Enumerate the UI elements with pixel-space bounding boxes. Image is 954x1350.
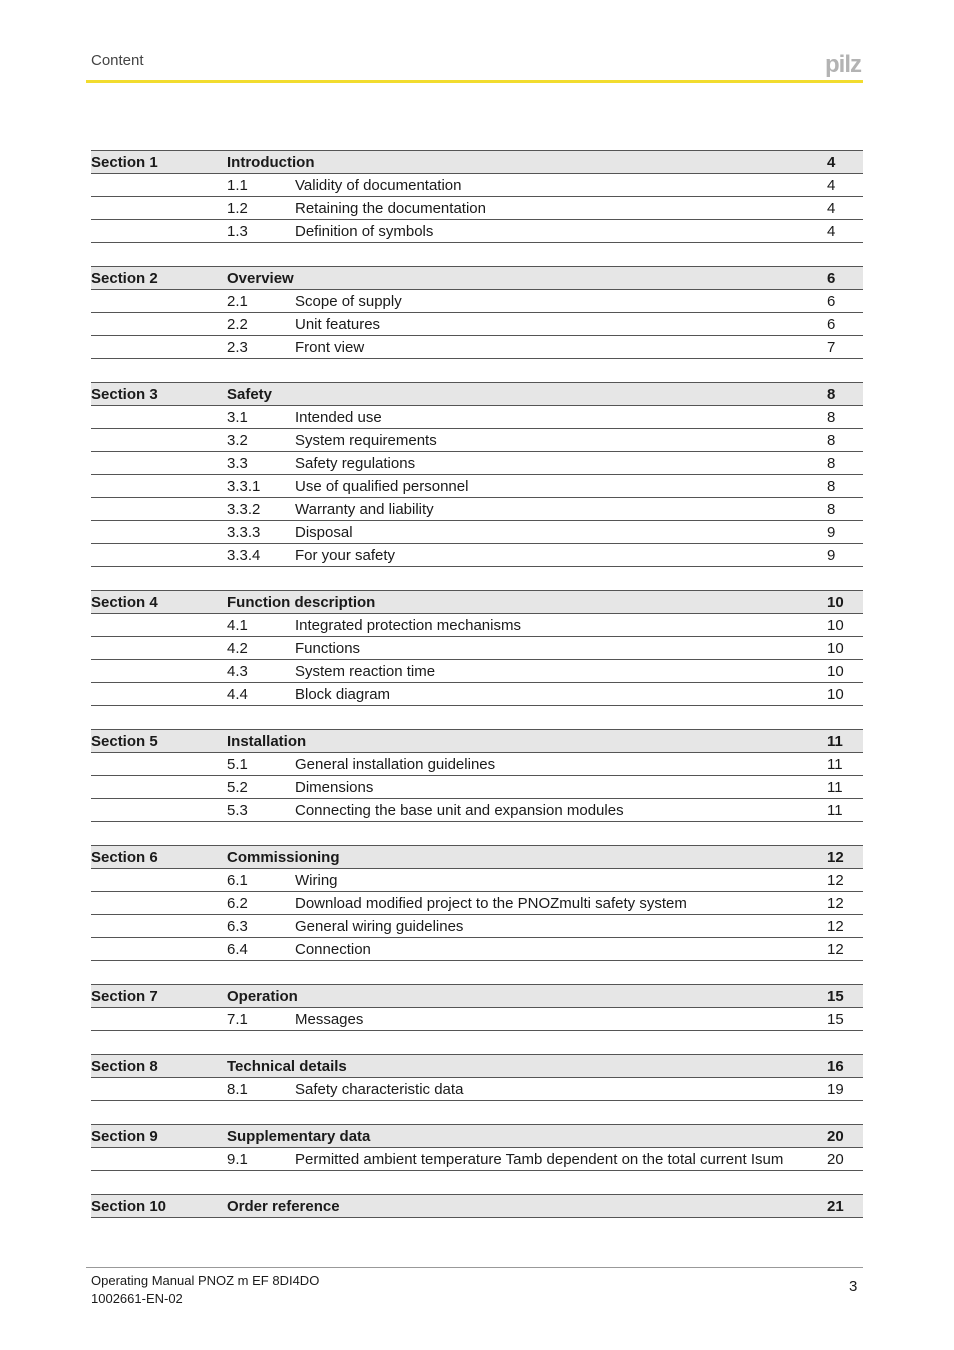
toc-entry[interactable]	[91, 637, 863, 660]
entry-page: 7	[827, 338, 836, 356]
entry-page: 10	[827, 616, 844, 634]
toc-entry[interactable]	[91, 290, 863, 313]
toc-section-heading[interactable]	[91, 382, 863, 406]
entry-number: 6.4	[227, 940, 248, 958]
section-page: 10	[827, 593, 844, 611]
section-label: Section 9	[91, 1127, 158, 1145]
entry-number: 8.1	[227, 1080, 248, 1098]
toc-entry[interactable]	[91, 452, 863, 475]
table-of-contents	[91, 150, 863, 1241]
entry-number: 2.2	[227, 315, 248, 333]
entry-page: 12	[827, 940, 844, 958]
entry-title: Warranty and liability	[295, 500, 434, 518]
section-title: Commissioning	[227, 848, 340, 866]
entry-page: 6	[827, 292, 836, 310]
entry-title: For your safety	[295, 546, 396, 564]
entry-title: General installation guidelines	[295, 755, 496, 773]
entry-title: Definition of symbols	[295, 222, 434, 240]
entry-page: 12	[827, 894, 844, 912]
toc-entry[interactable]	[91, 220, 863, 243]
entry-number: 6.3	[227, 917, 248, 935]
footer-page-number: 3	[849, 1278, 858, 1295]
entry-page: 11	[827, 778, 843, 796]
entry-number: 3.3.2	[227, 500, 261, 518]
toc-entry[interactable]	[91, 753, 863, 776]
entry-page: 11	[827, 755, 843, 773]
toc-section-heading[interactable]	[91, 1194, 863, 1218]
entry-page: 15	[827, 1010, 844, 1028]
entry-number: 3.1	[227, 408, 248, 426]
toc-section	[91, 984, 863, 1031]
section-title: Order reference	[227, 1197, 340, 1215]
entry-title: Dimensions	[295, 778, 374, 796]
section-page: 21	[827, 1197, 844, 1215]
entry-page: 9	[827, 523, 836, 541]
entry-number: 1.3	[227, 222, 248, 240]
entry-page: 11	[827, 801, 843, 819]
section-title: Safety	[227, 385, 273, 403]
entry-page: 8	[827, 408, 836, 426]
section-label: Section 8	[91, 1057, 158, 1075]
entry-title: Retaining the documentation	[295, 199, 486, 217]
toc-entry[interactable]	[91, 313, 863, 336]
toc-entry[interactable]	[91, 799, 863, 822]
entry-number: 6.1	[227, 871, 248, 889]
entry-title: Intended use	[295, 408, 382, 426]
pilz-logo	[820, 50, 866, 78]
entry-title: General wiring guidelines	[295, 917, 464, 935]
toc-section	[91, 382, 863, 567]
toc-section-heading[interactable]	[91, 150, 863, 174]
toc-section-heading[interactable]	[91, 984, 863, 1008]
section-label: Section 1	[91, 153, 158, 171]
section-title: Supplementary data	[227, 1127, 371, 1145]
section-title: Installation	[227, 732, 307, 750]
toc-section	[91, 1194, 863, 1218]
entry-page: 8	[827, 500, 836, 518]
entry-number: 9.1	[227, 1150, 248, 1168]
entry-title: Front view	[295, 338, 365, 356]
entry-number: 1.2	[227, 199, 248, 217]
section-title: Overview	[227, 269, 294, 287]
section-label: Section 10	[91, 1197, 167, 1215]
section-page: 15	[827, 987, 844, 1005]
entry-title: Safety regulations	[295, 454, 416, 472]
entry-title: Validity of documentation	[295, 176, 462, 194]
entry-number: 3.3.3	[227, 523, 261, 541]
entry-title: Messages	[295, 1010, 364, 1028]
toc-entry[interactable]	[91, 869, 863, 892]
page-header-title: Content	[91, 52, 144, 69]
entry-title: Use of qualified personnel	[295, 477, 469, 495]
entry-number: 2.3	[227, 338, 248, 356]
entry-number: 5.2	[227, 778, 248, 796]
toc-entry[interactable]	[91, 1148, 863, 1171]
section-page: 20	[827, 1127, 844, 1145]
section-label: Section 7	[91, 987, 158, 1005]
footer-manual-title: Operating Manual PNOZ m EF 8DI4DO	[91, 1273, 320, 1288]
toc-entry[interactable]	[91, 406, 863, 429]
entry-page: 10	[827, 639, 844, 657]
entry-title: Functions	[295, 639, 361, 657]
entry-page: 6	[827, 315, 836, 333]
entry-number: 3.2	[227, 431, 248, 449]
entry-number: 6.2	[227, 894, 248, 912]
entry-page: 10	[827, 685, 844, 703]
entry-title: System requirements	[295, 431, 437, 449]
entry-number: 1.1	[227, 176, 248, 194]
toc-section-heading[interactable]	[91, 266, 863, 290]
entry-number: 3.3.1	[227, 477, 261, 495]
entry-number: 4.1	[227, 616, 248, 634]
entry-page: 20	[827, 1150, 844, 1168]
section-title: Introduction	[227, 153, 315, 171]
toc-section	[91, 1124, 863, 1171]
toc-section-heading[interactable]	[91, 590, 863, 614]
toc-section-heading[interactable]	[91, 729, 863, 753]
entry-title: Scope of supply	[295, 292, 402, 310]
entry-number: 5.3	[227, 801, 248, 819]
section-label: Section 2	[91, 269, 158, 287]
entry-page: 4	[827, 176, 836, 194]
toc-section	[91, 729, 863, 822]
entry-page: 10	[827, 662, 844, 680]
toc-entry[interactable]	[91, 197, 863, 220]
entry-number: 5.1	[227, 755, 248, 773]
section-page: 12	[827, 848, 844, 866]
entry-title: Safety characteristic data	[295, 1080, 464, 1098]
toc-section	[91, 845, 863, 961]
entry-page: 8	[827, 431, 836, 449]
entry-page: 19	[827, 1080, 844, 1098]
entry-title: Block diagram	[295, 685, 391, 703]
entry-page: 8	[827, 454, 836, 472]
section-label: Section 4	[91, 593, 158, 611]
entry-number: 7.1	[227, 1010, 248, 1028]
section-label: Section 6	[91, 848, 158, 866]
toc-entry[interactable]	[91, 429, 863, 452]
header-rule	[86, 80, 863, 83]
entry-title: Connection	[295, 940, 371, 958]
section-label: Section 3	[91, 385, 158, 403]
toc-section-heading[interactable]	[91, 1124, 863, 1148]
toc-entry[interactable]	[91, 892, 863, 915]
svg-text:pilz: pilz	[825, 51, 861, 78]
entry-page: 4	[827, 199, 836, 217]
toc-entry[interactable]	[91, 174, 863, 197]
footer-doc-number: 1002661-EN-02	[91, 1291, 183, 1306]
toc-entry[interactable]	[91, 915, 863, 938]
entry-title: System reaction time	[295, 662, 436, 680]
entry-page: 9	[827, 546, 836, 564]
section-title: Operation	[227, 987, 298, 1005]
entry-title: Wiring	[295, 871, 338, 889]
section-label: Section 5	[91, 732, 158, 750]
section-page: 4	[827, 153, 836, 171]
toc-entry[interactable]	[91, 938, 863, 961]
toc-entry[interactable]	[91, 660, 863, 683]
entry-title: Disposal	[295, 523, 353, 541]
toc-entry[interactable]	[91, 475, 863, 498]
entry-title: Connecting the base unit and expansion modules	[295, 801, 624, 819]
toc-entry[interactable]	[91, 614, 863, 637]
entry-number: 4.3	[227, 662, 248, 680]
entry-title: Integrated protection mechanisms	[295, 616, 521, 634]
footer-rule	[86, 1267, 863, 1268]
section-page: 8	[827, 385, 836, 403]
entry-page: 12	[827, 871, 844, 889]
toc-section	[91, 150, 863, 243]
toc-section	[91, 266, 863, 359]
entry-title: Download modified project to the PNOZmulti safety system	[295, 894, 687, 912]
toc-entry[interactable]	[91, 776, 863, 799]
toc-entry[interactable]	[91, 336, 863, 359]
entry-title: Permitted ambient temperature Tamb dependent on the total current Isum	[295, 1150, 784, 1168]
section-page: 16	[827, 1057, 844, 1075]
entry-number: 3.3	[227, 454, 248, 472]
section-title: Technical details	[227, 1057, 347, 1075]
toc-section	[91, 1054, 863, 1101]
toc-section	[91, 590, 863, 706]
entry-number: 4.2	[227, 639, 248, 657]
entry-number: 4.4	[227, 685, 248, 703]
section-title: Function description	[227, 593, 376, 611]
toc-entry[interactable]	[91, 521, 863, 544]
toc-entry[interactable]	[91, 1008, 863, 1031]
section-page: 6	[827, 269, 836, 287]
toc-section-heading[interactable]	[91, 845, 863, 869]
toc-entry[interactable]	[91, 683, 863, 706]
entry-page: 8	[827, 477, 836, 495]
entry-number: 2.1	[227, 292, 248, 310]
toc-section-heading[interactable]	[91, 1054, 863, 1078]
toc-entry[interactable]	[91, 498, 863, 521]
section-page: 11	[827, 732, 843, 750]
toc-entry[interactable]	[91, 1078, 863, 1101]
entry-number: 3.3.4	[227, 546, 261, 564]
entry-title: Unit features	[295, 315, 381, 333]
entry-page: 12	[827, 917, 844, 935]
toc-entry[interactable]	[91, 544, 863, 567]
entry-page: 4	[827, 222, 836, 240]
